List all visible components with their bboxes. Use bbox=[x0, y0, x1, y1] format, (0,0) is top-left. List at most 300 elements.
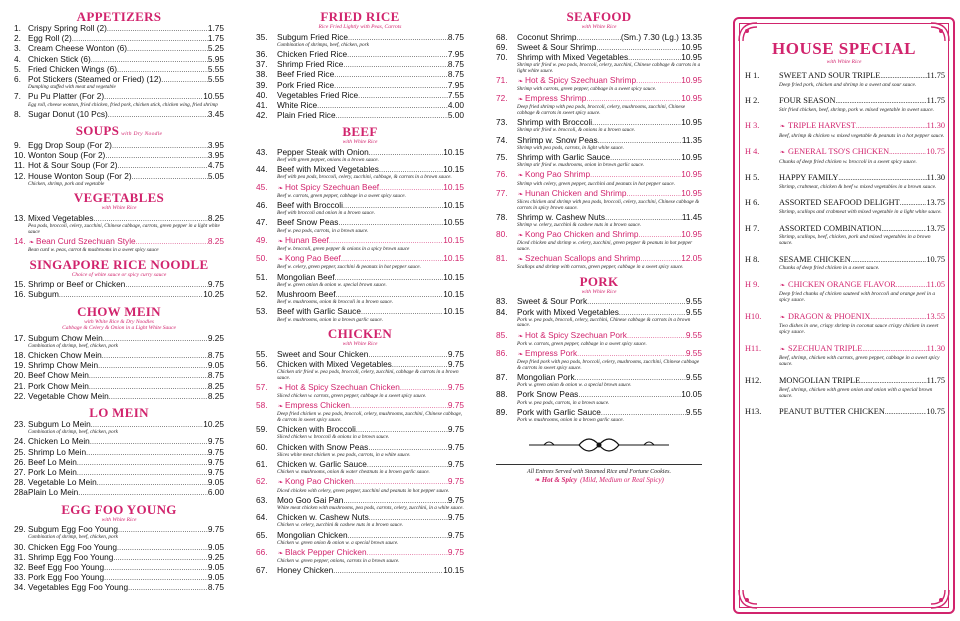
house-special-item bbox=[735, 121, 953, 139]
dot-leader bbox=[590, 170, 681, 180]
footer-note: All Entrees Served with Steamed Rice and Fortune Cookies. bbox=[527, 468, 671, 475]
item-description: Beef w. mushrooms, onion & broccoli in a brown sauce. bbox=[277, 299, 394, 306]
item-price: 11.75 bbox=[926, 71, 945, 80]
item-price: 10.15 bbox=[443, 565, 464, 576]
item-price: 9.55 bbox=[685, 329, 702, 340]
item-name: Beef Fried Rice bbox=[277, 69, 335, 80]
item-description: Slices chicken and shrimp with pea pods, broccoli, celery, zucchini, Chinese cabbage & carrots in spicy brown sauce. bbox=[517, 199, 700, 211]
item-name: Vegetables Egg Foo Young bbox=[28, 582, 129, 593]
item-price: 11.35 bbox=[681, 134, 702, 145]
item-name: Chicken with Snow Peas bbox=[277, 441, 369, 452]
dot-leader bbox=[367, 548, 448, 558]
item-number: 8. bbox=[14, 108, 21, 119]
item-name: Chicken Chow Mein bbox=[28, 349, 102, 360]
item-price: 10.15 bbox=[443, 234, 464, 245]
menu-section-pork bbox=[496, 275, 702, 424]
dot-leader bbox=[77, 458, 208, 468]
dot-leader bbox=[161, 75, 208, 85]
dot-leader bbox=[89, 371, 208, 381]
item-price: 10.95 bbox=[681, 169, 702, 180]
item-number: 10. bbox=[14, 150, 26, 161]
item-number: 72. bbox=[496, 93, 508, 104]
item-number: 89. bbox=[496, 406, 508, 417]
dot-leader bbox=[860, 376, 926, 387]
section-title bbox=[256, 327, 464, 341]
dot-leader bbox=[333, 566, 443, 576]
item-number: 45. bbox=[256, 181, 268, 192]
pepper-icon: ❧ bbox=[518, 352, 524, 359]
dot-leader bbox=[128, 583, 208, 593]
house-special-row bbox=[745, 376, 945, 387]
menu-section-egg-foo-young bbox=[14, 503, 224, 594]
item-number: 85. bbox=[496, 329, 508, 340]
item-number: H 6. bbox=[745, 198, 760, 208]
item-name: Shrimp with Broccoli bbox=[517, 117, 593, 128]
item-price: 10.25 bbox=[203, 289, 224, 300]
item-description: Pork w. pea pods, carrots, in a brown sauce. bbox=[517, 399, 610, 406]
item-description: Beef, shrimp, chicken with green onion and onion with a special brown sauce. bbox=[779, 386, 933, 399]
item-number: 39. bbox=[256, 79, 268, 90]
dot-leader bbox=[98, 361, 208, 371]
item-description: Deep fried chunks of chicken sauteed with broccoli and orange peel in a spicy sauce. bbox=[779, 291, 936, 304]
dot-leader bbox=[112, 141, 208, 151]
item-number: H 1. bbox=[745, 71, 760, 80]
item-name: Empress Shrimp bbox=[525, 93, 587, 104]
menu-item bbox=[256, 111, 464, 121]
item-name: Shrimp with Garlic Sauce bbox=[517, 152, 611, 163]
item-description: Chunks of deep fried chicken in a sweet sauce. bbox=[779, 265, 880, 272]
item-number: 51. bbox=[256, 271, 268, 282]
item-name: Pork Chow Mein bbox=[28, 380, 89, 391]
item-number: H 3. bbox=[745, 121, 760, 131]
item-description: Beef, shrimp, chicken with carrots, green pepper, cabbage in a sweet spicy sauce. bbox=[779, 355, 940, 368]
item-name: Cream Cheese Wonton (6) bbox=[28, 43, 127, 54]
dot-leader bbox=[889, 147, 926, 158]
dot-leader bbox=[851, 255, 927, 266]
dot-leader bbox=[90, 437, 208, 447]
item-name: Kong Pao Beef bbox=[285, 253, 341, 264]
dot-leader bbox=[856, 121, 927, 132]
house-special-row bbox=[745, 198, 945, 209]
menu-item bbox=[496, 170, 702, 181]
item-description: Combination of shrimp, beef, chicken, pork bbox=[28, 534, 118, 541]
item-price: 10.95 bbox=[681, 93, 702, 104]
section-title bbox=[14, 305, 224, 319]
menu-section-singapore-rice-noodle bbox=[14, 258, 224, 301]
item-name: SWEET AND SOUR TRIPLE bbox=[779, 71, 881, 80]
item-price: 12.05 bbox=[681, 253, 702, 264]
item-description: Deep fried pork with pea pods, broccoli, celery, mushrooms, zucchini, Chinese cabbage & carrots in sweet spicy sauce. bbox=[517, 359, 700, 371]
item-name: Chicken with Broccoli bbox=[277, 424, 356, 435]
item-description: Pork w. carrots, green pepper, cabbage in a sweet spicy sauce. bbox=[517, 340, 647, 347]
item-price: 10.15 bbox=[443, 306, 464, 317]
item-description: Two dishes in one, crispy shrimp in coconut sauce crispy chicken in sweet spicy sauce. bbox=[779, 323, 939, 336]
dot-leader bbox=[862, 344, 926, 355]
item-description: Beef with green pepper, onions in a brown sauce. bbox=[277, 157, 379, 164]
menu-item bbox=[14, 583, 224, 593]
item-name: Vegetables Fried Rice bbox=[277, 89, 359, 100]
item-description: Shrimp stir fried w. mushrooms, onion in brown garlic sauce. bbox=[517, 162, 645, 169]
item-description: Beef with broccoli and onion in a brown sauce. bbox=[277, 210, 376, 217]
pepper-icon: ❧ bbox=[518, 233, 524, 240]
pepper-icon: ❧ bbox=[278, 404, 284, 411]
item-description: Chicken, shrimp, pork and vegetable bbox=[28, 180, 105, 187]
pepper-icon: ❧ bbox=[518, 257, 524, 264]
item-number: 46. bbox=[256, 199, 268, 210]
item-price: 10.55 bbox=[443, 217, 464, 228]
item-name: Hot Spicy Szechuan Beef bbox=[285, 181, 380, 192]
section-subtitle: with White Rice bbox=[342, 341, 378, 348]
item-number: 12. bbox=[14, 170, 26, 181]
item-description: Beef w. broccoli, green pepper & onions in a spicy brown sauce bbox=[277, 245, 410, 252]
item-price: 9.75 bbox=[447, 546, 464, 557]
item-description: Shrimp w. celery, zucchini & cashew nuts in a brown sauce. bbox=[517, 222, 642, 229]
menu-item bbox=[256, 307, 464, 317]
item-number: 4. bbox=[14, 53, 21, 64]
item-description: Chicken w. green onion & onion w. a special brown sauce. bbox=[277, 539, 399, 546]
item-name: Shrimp with Mixed Vegetables bbox=[517, 51, 629, 62]
item-price: 9.75 bbox=[447, 400, 464, 411]
house-special-item bbox=[735, 376, 953, 399]
dot-leader bbox=[329, 236, 443, 246]
item-number: H 7. bbox=[745, 223, 760, 233]
item-name: Chicken Fried Rice bbox=[277, 48, 348, 59]
dot-leader bbox=[109, 392, 208, 402]
section-title-text: EGG FOO YOUNG bbox=[61, 501, 177, 517]
item-price: 7.55 bbox=[447, 89, 464, 100]
item-name: PEANUT BUTTER CHICKEN bbox=[779, 407, 885, 417]
menu-item-list bbox=[14, 141, 224, 187]
section-subtitle: with White Rice & Dry Noodles bbox=[84, 318, 154, 325]
item-number: 28. bbox=[14, 477, 26, 488]
item-number: 31. bbox=[14, 551, 26, 562]
item-number: 75. bbox=[496, 152, 508, 163]
item-name: CHICKEN ORANGE FLAVOR bbox=[788, 279, 896, 289]
section-subtitle: with White Rice bbox=[101, 516, 137, 523]
item-number: 58. bbox=[256, 400, 268, 411]
item-number: 5. bbox=[14, 63, 21, 74]
menu-item-list bbox=[14, 24, 224, 120]
item-name: Pork Egg Foo Young bbox=[28, 572, 105, 583]
menu-item-list bbox=[14, 214, 224, 254]
item-name: Pork with Garlic Sauce bbox=[517, 406, 601, 417]
item-number: 50. bbox=[256, 253, 268, 264]
item-name: Hot & Spicy Szechuan Chicken bbox=[285, 381, 400, 392]
section-title bbox=[14, 10, 224, 24]
section-subtitle: Cabbage & Celery & Onion in a Light White Sauce bbox=[62, 325, 176, 332]
item-description: Diced chicken and shrimp w. celery, zucchini, green pepper & peanuts in hot pepper sauce. bbox=[517, 240, 693, 252]
item-name: Hot & Spicy Szechuan Shrimp bbox=[525, 74, 637, 85]
dot-leader bbox=[59, 290, 203, 300]
item-description: Egg roll, cheese wonton, fried chicken, fried pork, chicken stick, chicken wing, fried shrimp bbox=[28, 101, 218, 108]
item-number: 37. bbox=[256, 59, 268, 70]
item-description: Shrimp, scallops, beef, chicken, pork and mixed vegetables in a brown sauce. bbox=[779, 234, 931, 247]
dot-leader bbox=[107, 24, 208, 34]
item-description: Beef w. celery, green pepper, zucchini & peanuts in hot pepper sauce. bbox=[277, 264, 421, 271]
section-title bbox=[14, 124, 224, 141]
item-number: H 9. bbox=[745, 279, 760, 289]
dot-leader bbox=[78, 488, 208, 498]
house-special-item bbox=[735, 280, 953, 304]
dot-leader bbox=[350, 401, 448, 411]
item-description: Shrimp stir fried w. broccoli, & onions in a brown sauce. bbox=[517, 127, 636, 134]
house-special-row bbox=[745, 224, 945, 235]
item-price: 4.75 bbox=[207, 160, 224, 171]
pepper-icon: ❧ bbox=[518, 97, 524, 104]
item-name: Mongolian Beef bbox=[277, 271, 335, 282]
item-price: 8.75 bbox=[207, 349, 224, 360]
item-price: (Sm.) 7.30 (Lg.) 13.35 bbox=[620, 31, 702, 42]
item-name: Shrimp Lo Mein bbox=[28, 446, 87, 457]
item-price: 10.75 bbox=[926, 147, 945, 157]
dot-leader bbox=[835, 96, 926, 107]
item-number: 19. bbox=[14, 360, 26, 371]
item-number: 81. bbox=[496, 253, 508, 264]
item-description: Pork w. pea pods, broccoli, celery, zucchini, Chinese cabbage & carrots in a brown sauce. bbox=[517, 316, 691, 329]
item-number: 80. bbox=[496, 229, 508, 240]
item-price: 10.15 bbox=[443, 253, 464, 264]
item-price: 8.25 bbox=[207, 235, 224, 246]
item-number: 63. bbox=[256, 494, 268, 505]
item-price: 13.75 bbox=[926, 223, 945, 233]
item-name: Chicken w. Cashew Nuts bbox=[277, 512, 369, 523]
menu-section-fried-rice bbox=[256, 10, 464, 121]
item-price: 9.75 bbox=[447, 424, 464, 435]
dot-leader bbox=[113, 553, 208, 563]
item-price: 10.55 bbox=[203, 91, 224, 102]
item-name: Empress Chicken bbox=[285, 400, 351, 411]
item-price: 11.75 bbox=[926, 376, 945, 386]
item-number: 55. bbox=[256, 348, 268, 359]
item-name: Szechuan Scallops and Shrimp bbox=[525, 253, 641, 264]
item-name: Chicken with Mixed Vegetables bbox=[277, 358, 392, 369]
scroll-ornament-icon bbox=[496, 434, 702, 456]
item-number: 26. bbox=[14, 456, 26, 467]
menu-item bbox=[256, 70, 464, 80]
item-description: Pork w. mushrooms, onion in a brown garlic sauce. bbox=[517, 417, 624, 424]
item-description: Combination of shrimps, beef, chicken, pork bbox=[277, 41, 369, 48]
item-number: 23. bbox=[14, 419, 26, 429]
dot-leader bbox=[880, 71, 926, 82]
pepper-icon: ❧ bbox=[518, 173, 524, 180]
section-title-text: FRIED RICE bbox=[320, 9, 400, 24]
item-description: Chicken w. mushrooms, onion & water chestnuts in a brown garlic sauce. bbox=[277, 469, 430, 476]
dot-leader bbox=[361, 307, 443, 317]
item-price: 9.55 bbox=[685, 306, 702, 317]
house-special-item bbox=[735, 407, 953, 418]
item-price: 10.15 bbox=[443, 271, 464, 282]
house-special-list bbox=[735, 71, 953, 418]
section-title bbox=[256, 10, 464, 24]
item-number: 30. bbox=[14, 541, 26, 552]
item-number: 3. bbox=[14, 43, 21, 54]
item-price: 9.75 bbox=[447, 512, 464, 523]
item-description: Dumpling stuffed with meat and vegetable bbox=[28, 84, 116, 91]
house-special-row bbox=[745, 147, 945, 159]
item-description: Beef w. pea pods, carrots, in a brown sauce. bbox=[277, 227, 369, 234]
pepper-icon: ❧ bbox=[780, 124, 786, 131]
item-number: 20. bbox=[14, 370, 26, 381]
item-price: 13.75 bbox=[926, 198, 945, 208]
item-price: 9.05 bbox=[207, 541, 224, 552]
item-number: 84. bbox=[496, 306, 508, 317]
item-name: Subgum Egg Foo Young bbox=[28, 524, 118, 535]
menu-section-lo-mein bbox=[14, 406, 224, 499]
menu-column-2 bbox=[256, 10, 464, 581]
item-description: Combination of shrimp, beef, chicken, pork bbox=[28, 429, 118, 436]
item-price: 5.25 bbox=[207, 43, 224, 54]
dot-leader bbox=[86, 448, 208, 458]
item-number: H11. bbox=[745, 343, 762, 353]
pepper-icon: ❧ bbox=[518, 333, 524, 340]
item-price: 10.95 bbox=[681, 152, 702, 163]
menu-item-list bbox=[14, 420, 224, 499]
menu-item bbox=[256, 477, 464, 488]
item-number: 86. bbox=[496, 348, 508, 359]
item-number: 34. bbox=[14, 582, 26, 593]
item-name: Sweet and Sour Chicken bbox=[277, 348, 369, 359]
pepper-icon: ❧ bbox=[780, 346, 786, 353]
item-price: 10.95 bbox=[681, 51, 702, 62]
item-price: 9.05 bbox=[207, 477, 224, 488]
dot-leader bbox=[639, 230, 682, 240]
item-price: 3.95 bbox=[207, 150, 224, 161]
item-price: 8.75 bbox=[207, 370, 224, 381]
item-description: Chicken stir fried w. pea pods, broccoli, celery, zucchini, cabbage & carrots in a brown sauce. bbox=[277, 369, 459, 381]
item-number: 42. bbox=[256, 110, 268, 121]
item-name: Subgum Chow Mein bbox=[28, 332, 103, 343]
item-price: 10.15 bbox=[443, 146, 464, 157]
pepper-icon: ❧ bbox=[518, 191, 524, 198]
item-name: Chicken Stick (6) bbox=[28, 53, 91, 64]
item-name: Sugar Donut (10 Pcs) bbox=[28, 108, 108, 119]
house-special-row bbox=[745, 312, 945, 324]
item-number: 14. bbox=[14, 235, 26, 246]
item-description: Beef w. carrots, green pepper, cabbage in a sweet spicy sauce. bbox=[277, 192, 406, 199]
house-special-row bbox=[745, 71, 945, 82]
item-name: Shrimp or Beef or Chicken bbox=[28, 279, 126, 290]
section-title bbox=[14, 191, 224, 205]
item-name: Beef Egg Foo Young bbox=[28, 561, 105, 572]
pepper-icon: ❧ bbox=[29, 239, 35, 246]
section-title bbox=[14, 406, 224, 420]
dot-leader bbox=[125, 280, 208, 290]
item-price: 8.75 bbox=[447, 69, 464, 80]
pepper-icon: ❧ bbox=[518, 78, 524, 85]
house-special-item bbox=[735, 312, 953, 336]
pepper-icon: ❧ bbox=[278, 238, 284, 245]
item-price: 8.25 bbox=[207, 390, 224, 401]
item-name: Mongolian Pork bbox=[517, 372, 575, 383]
item-name: Beef Chow Mein bbox=[28, 370, 89, 381]
item-price: 10.95 bbox=[681, 187, 702, 198]
pepper-icon: ❧ bbox=[534, 475, 542, 484]
item-price: 9.75 bbox=[447, 494, 464, 505]
item-name: Sweet & Sour Shrimp bbox=[517, 41, 597, 52]
item-number: 62. bbox=[256, 476, 268, 487]
dot-leader bbox=[105, 151, 208, 161]
item-number: 7. bbox=[14, 91, 21, 102]
dot-leader bbox=[369, 148, 443, 158]
item-price: 9.75 bbox=[447, 476, 464, 487]
section-subtitle: Rice Fried Lightly with Peas, Carrots bbox=[318, 24, 402, 30]
item-number: 2. bbox=[14, 33, 21, 44]
dot-leader bbox=[627, 331, 686, 341]
dot-leader bbox=[358, 91, 448, 101]
item-price: 11.05 bbox=[926, 279, 945, 289]
item-name: Fried Chicken Wings (6) bbox=[28, 63, 117, 74]
menu-item-list bbox=[14, 334, 224, 402]
section-subtitle: with White Rice bbox=[342, 139, 378, 146]
item-price: 9.75 bbox=[207, 467, 224, 477]
house-special-subtitle: with White Rice bbox=[826, 59, 862, 65]
item-number: 73. bbox=[496, 117, 508, 128]
menu-section-chow-mein bbox=[14, 305, 224, 402]
item-price: 7.95 bbox=[447, 79, 464, 90]
item-number: 28a bbox=[14, 487, 28, 498]
item-price: 5.95 bbox=[207, 53, 224, 64]
item-number: 60. bbox=[256, 441, 268, 452]
item-number: 47. bbox=[256, 217, 268, 228]
item-name: Kong Pao Chicken bbox=[285, 476, 354, 487]
item-price: 9.05 bbox=[207, 360, 224, 371]
item-price: 9.25 bbox=[207, 332, 224, 343]
item-name: Beef with Garlic Sauce bbox=[277, 306, 361, 317]
item-number: 29. bbox=[14, 524, 26, 535]
item-name: Hot & Sour Soup (For 2) bbox=[28, 160, 118, 171]
pepper-icon: ❧ bbox=[278, 550, 284, 557]
item-name: Wonton Soup (For 2) bbox=[28, 150, 106, 161]
item-name: Shrimp Chow Mein bbox=[28, 360, 99, 371]
item-name: Egg Roll (2) bbox=[28, 33, 72, 44]
item-name: Beef with Broccoli bbox=[277, 199, 343, 210]
item-number: 40. bbox=[256, 89, 268, 100]
item-price: 1.75 bbox=[207, 33, 224, 44]
menu-column-3 bbox=[496, 10, 702, 485]
dot-leader bbox=[400, 383, 448, 393]
item-number: 49. bbox=[256, 234, 268, 245]
menu-item-list bbox=[256, 350, 464, 577]
item-price: 10.15 bbox=[443, 199, 464, 210]
menu-section-appetizers bbox=[14, 10, 224, 120]
item-description: Scallops and shrimp with carrots, green pepper, cabbage in a sweet spicy sauce. bbox=[517, 264, 684, 271]
item-price: 9.75 bbox=[447, 358, 464, 369]
item-price: 7.95 bbox=[447, 48, 464, 59]
item-price: 9.75 bbox=[447, 348, 464, 359]
item-price: 9.05 bbox=[207, 572, 224, 583]
item-price: 8.75 bbox=[447, 31, 464, 42]
item-number: 65. bbox=[256, 529, 268, 540]
house-special-title: HOUSE SPECIAL bbox=[772, 39, 916, 58]
dot-leader bbox=[343, 60, 447, 70]
item-number: 1. bbox=[14, 23, 21, 33]
item-price: 11.30 bbox=[926, 121, 945, 131]
item-price: 11.45 bbox=[681, 211, 702, 222]
item-name: GENERAL TSO'S CHICKEN bbox=[788, 147, 890, 157]
item-number: 24. bbox=[14, 436, 26, 447]
house-special-row bbox=[745, 255, 945, 266]
item-description: Bean curd w. peas, carrot & mushrooms in a sweet spicy sauce bbox=[28, 247, 159, 254]
item-number: 74. bbox=[496, 134, 508, 145]
item-price: 9.75 bbox=[207, 524, 224, 535]
item-name: Pu Pu Platter (For 2) bbox=[28, 91, 105, 102]
item-description: Deep fried pork, chicken and shrimp in a sweet and sour sauce. bbox=[779, 81, 917, 88]
item-price: 9.75 bbox=[207, 279, 224, 290]
dot-leader bbox=[97, 478, 208, 488]
item-description: Deep fried shrimp with pea pods, broccoli, celery, mushrooms, zucchini, Chinese cabbage & carrots in sweet spicy sauce. bbox=[517, 104, 686, 117]
section-title bbox=[14, 258, 224, 272]
dot-leader bbox=[577, 349, 686, 359]
